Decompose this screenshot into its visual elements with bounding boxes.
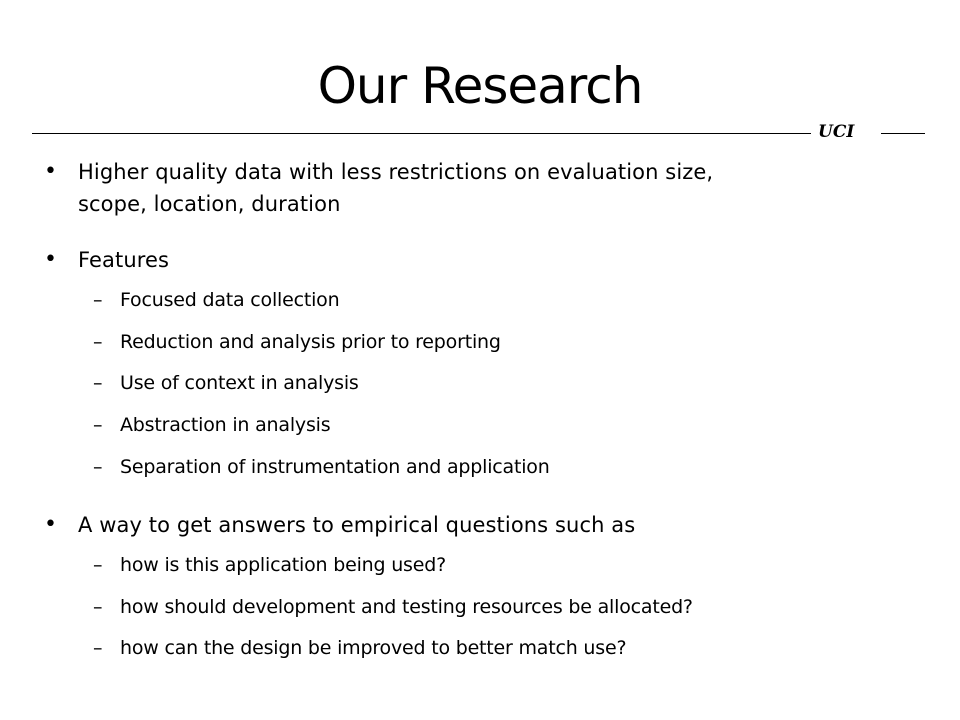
sub-bullet-marker: – xyxy=(93,331,103,353)
sub-item-design-improved: how can the design be improved to better match use? xyxy=(120,637,627,659)
sub-item-use-of-context: Use of context in analysis xyxy=(120,372,359,394)
sub-bullet-marker: – xyxy=(93,289,103,311)
bullet-3-line-1: A way to get answers to empirical questions such as xyxy=(78,513,636,537)
sub-bullet-marker: – xyxy=(93,456,103,478)
slide-title: Our Research xyxy=(317,57,643,115)
sub-item-how-used: how is this application being used? xyxy=(120,554,446,576)
bullet-1-line-2: scope, location, duration xyxy=(78,192,341,216)
bullet-1-line-1: Higher quality data with less restrictions on evaluation size, xyxy=(78,160,714,184)
bullet-marker: • xyxy=(44,247,57,272)
sub-item-abstraction: Abstraction in analysis xyxy=(120,414,331,436)
bullet-marker: • xyxy=(44,512,57,537)
sub-bullet-marker: – xyxy=(93,596,103,618)
bullet-2-line-1: Features xyxy=(78,248,170,272)
sub-bullet-marker: – xyxy=(93,637,103,659)
sub-bullet-marker: – xyxy=(93,554,103,576)
bullet-marker: • xyxy=(44,159,57,184)
header-rule-right xyxy=(881,133,925,134)
sub-item-separation: Separation of instrumentation and application xyxy=(120,456,550,478)
header-rule-left xyxy=(32,133,811,134)
uci-logo: UCI xyxy=(818,122,855,142)
sub-item-resource-allocation: how should development and testing resources be allocated? xyxy=(120,596,693,618)
sub-item-reduction-analysis: Reduction and analysis prior to reporting xyxy=(120,331,501,353)
sub-item-focused-data-collection: Focused data collection xyxy=(120,289,340,311)
sub-bullet-marker: – xyxy=(93,414,103,436)
sub-bullet-marker: – xyxy=(93,372,103,394)
